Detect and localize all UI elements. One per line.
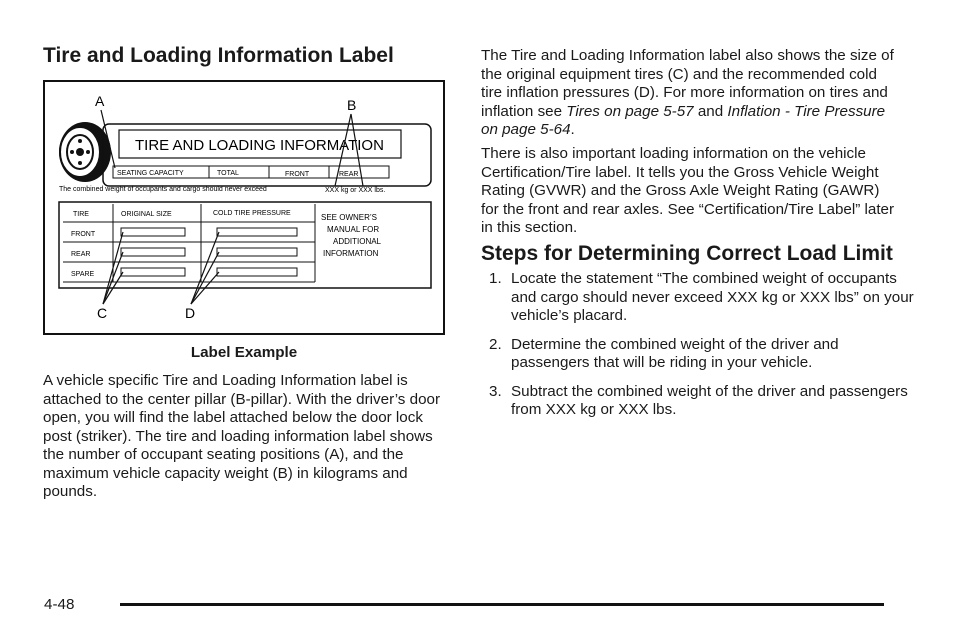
list-item: [481, 270, 921, 326]
para1-text: The Tire and Loading Information label also shows the size of the original equipment tires (C) and the recommended cold tire inflation pressures (D). For more information on tires and inflation see: [481, 47, 894, 120]
tire-header: TIRE: [73, 211, 89, 218]
step-text: Determine the combined weight of the driver and passengers that will be riding in your vehicle.: [511, 335, 839, 371]
list-item: [481, 336, 921, 373]
inflation-link[interactable]: Inflation - Tire Pressure on page 5-64: [481, 102, 886, 138]
left-paragraph: A vehicle specific Tire and Loading Information label is attached to the center pillar (B-pillar). With the driver’s door open, you will find the label attached below the door lock post (striker). The tire and loading information label shows the number of occupant seating positions (A), and the maximum vehicle capacity weight (B) in kilograms and pounds.: [43, 372, 441, 500]
section-heading: Tire and Loading Information Label: [43, 44, 394, 67]
total-text: TOTAL: [217, 170, 239, 177]
rear-col-text: REAR: [339, 171, 359, 178]
step-number: 1.: [489, 270, 502, 287]
list-item: [481, 383, 921, 420]
callout-d: D: [185, 305, 196, 321]
step-text: Subtract the combined weight of the driver and passengers from XXX kg or XXX lbs.: [511, 382, 908, 418]
see-manual-line3: ADDITIONAL: [333, 237, 382, 246]
figure-caption: Label Example: [190, 344, 298, 361]
see-manual-line1: SEE OWNER’S: [321, 213, 378, 222]
cold-pressure-header: COLD TIRE PRESSURE: [213, 210, 291, 217]
original-size-header: ORIGINAL SIZE: [121, 211, 172, 218]
steps-heading: Steps for Determining Correct Load Limit: [481, 242, 893, 265]
step-text: Locate the statement “The combined weight of occupants and cargo should never exceed XXX kg or XXX lbs” on your vehicle’s placard.: [511, 270, 914, 324]
row-spare: SPARE: [71, 271, 95, 278]
see-manual-line4: INFORMATION: [323, 249, 379, 258]
row-rear: REAR: [71, 251, 91, 258]
label-example-figure: [43, 80, 445, 335]
tire-label-illustration: [45, 82, 443, 333]
right-paragraph-1: [481, 47, 901, 140]
label-title: TIRE AND LOADING INFORMATION: [135, 137, 384, 154]
combined-weight-text: The combined weight of occupants and cargo should never exceed: [59, 186, 267, 193]
callout-a: A: [95, 93, 105, 109]
page-number: 4-48: [44, 596, 75, 613]
see-manual-line2: MANUAL FOR: [327, 225, 380, 234]
steps-list: [481, 270, 921, 430]
footer-divider: [120, 603, 884, 606]
front-col-text: FRONT: [285, 171, 310, 178]
callout-c: C: [97, 305, 108, 321]
step-number: 3.: [489, 382, 502, 400]
tires-link[interactable]: Tires on page 5-57: [566, 102, 694, 120]
para1-and: and: [693, 102, 728, 120]
seating-capacity-text: SEATING CAPACITY: [117, 170, 184, 177]
right-paragraph-2: There is also important loading information on the vehicle Certification/Tire label. It tells you the Gross Vehicle Weight Rating (GVWR) and the Gross Axle Weight Rating (GAWR) for the front and rear axles. See “Certification/Tire Label” later in this section.: [481, 145, 895, 236]
row-front: FRONT: [71, 231, 96, 238]
step-number: 2.: [489, 335, 502, 353]
para1-end: .: [570, 121, 575, 138]
combined-value-text: XXX kg or XXX lbs.: [325, 187, 386, 194]
callout-b: B: [347, 97, 357, 113]
